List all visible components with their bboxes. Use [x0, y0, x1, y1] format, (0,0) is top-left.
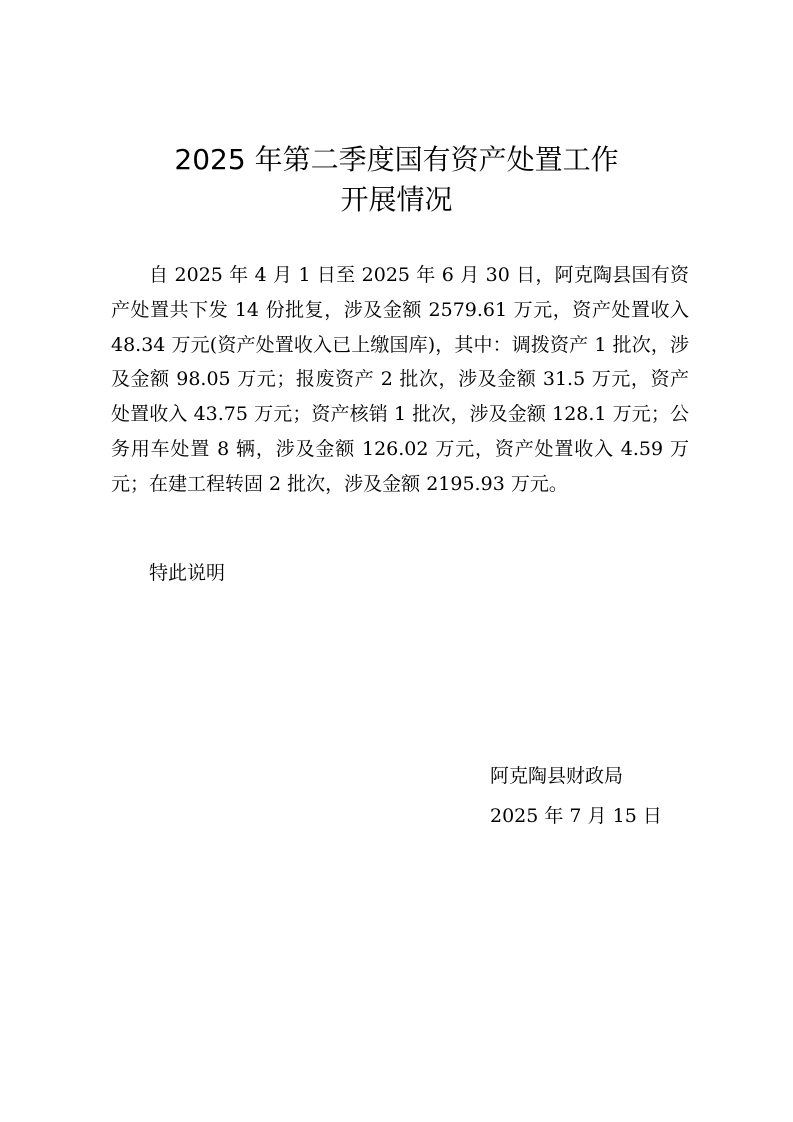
- document-title-line1: 2025 年第二季度国有资产处置工作: [174, 143, 619, 176]
- document-body-paragraph: 自 2025 年 4 月 1 日至 2025 年 6 月 30 日，阿克陶县国有资产处置共下发 14 份批复，涉及金额 2579.61 万元，资产处置收入 48.34 万元(资产处置收入已上缴国库)，其中：调拨资产 1 批次，涉及金额 98.05 万元；报废资产 2 批次，涉及金额 31.5 万元，资产处置收入 43.75 万元；资产核销 1 批次，涉及金额 128.1 万元；公务用车处置 8 辆，涉及金额 126.02 万元，资产处置收入 4.59 万元；在建工程转固 2 批次，涉及金额 2195.93 万元。: [111, 264, 689, 495]
- signature-date: 2025 年 7 月 15 日: [490, 805, 662, 827]
- closing-remark: 特此说明: [149, 562, 226, 584]
- signature-organization: 阿克陶县财政局: [490, 765, 624, 787]
- document-title-line2: 开展情况: [340, 183, 453, 216]
